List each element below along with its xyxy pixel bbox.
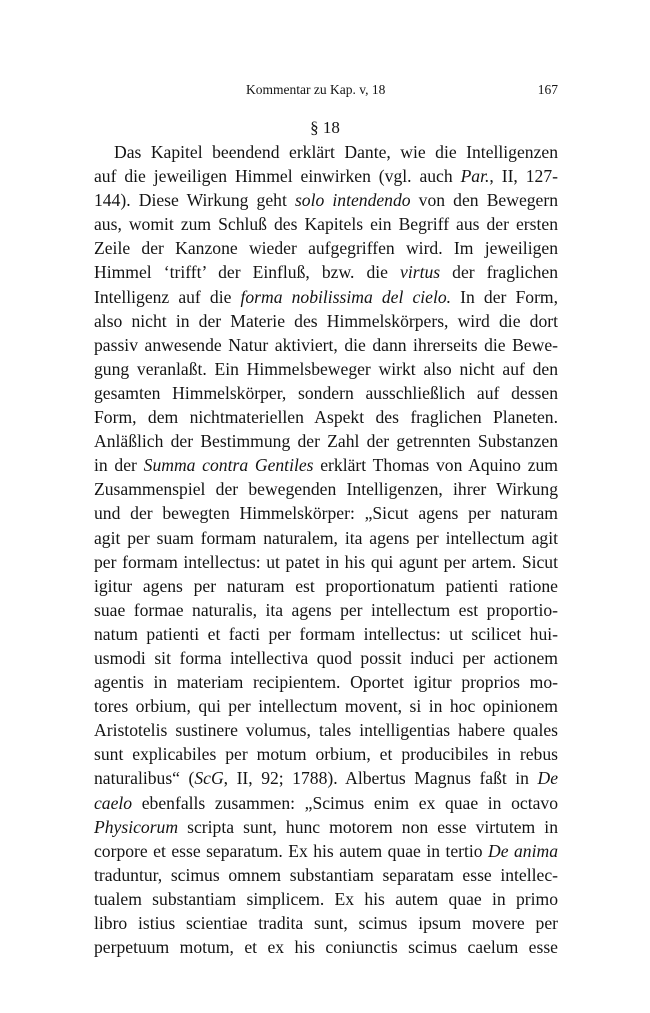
body-paragraph [94,140,558,959]
italic-text: Par. [460,166,490,187]
text-segment: suae formae naturalis, ita agens per intellectum est proportio- [94,599,558,620]
running-title: Kommentar zu Kap. v, 18 [246,82,386,97]
text-segment: , II, 92; 1788). Albertus Magnus faßt in [223,768,538,789]
text-line [94,429,558,453]
text-segment: Form, dem nichtmateriellen Aspekt des fraglichen Planeten. [94,407,558,428]
text-segment: Anläßlich der Bestimmung der Zahl der getrennten Substanzen [94,431,558,452]
text-line [94,670,558,694]
text-segment: Aristotelis sustinere volumus, tales intelligentias habere quales [94,720,558,741]
text-segment: tualem substantiam simplicem. Ex his autem quae in primo [94,888,558,909]
text-line [94,839,558,863]
text-segment: natum patienti et facti per formam intellectus: ut scilicet hui- [94,623,558,644]
italic-text: solo intendendo [294,190,411,211]
section-heading: § 18 [310,118,340,137]
text-segment: igitur agens per naturam est proportionatum patienti ratione [94,575,558,596]
text-segment: Zusammenspiel der bewegenden Intelligenzen, ihrer Wirkung [94,479,558,500]
text-segment: ebenfalls zusammen: „Scimus enim ex quae in octavo [132,792,558,813]
text-segment: von den Bewegern [410,190,559,211]
text-line [94,935,558,959]
text-line [94,742,558,766]
text-segment: aus, womit zum Schluß des Kapitels ein Begriff aus der ersten [94,214,558,235]
text-line [94,164,558,188]
text-line [94,598,558,622]
text-line [94,718,558,742]
italic-text: Physicorum [94,816,179,837]
text-segment: usmodi sit forma intellectiva quod possit induci per actionem [94,647,558,668]
text-line [94,863,558,887]
italic-text: caelo [94,792,133,813]
text-line [94,911,558,935]
text-segment: sunt explicabiles per motum orbium, et producibiles in rebus [94,744,558,765]
text-segment: der fraglichen [440,262,558,283]
text-line [94,766,558,790]
italic-text: Summa contra Gentiles [143,455,314,476]
text-segment: tores orbium, qui per intellectum movent, si in hoc opinionem [94,696,558,717]
text-segment: corpore et esse separatum. Ex his autem quae in tertio [94,840,489,861]
text-segment: 144). Diese Wirkung geht [94,190,295,211]
italic-text: De [537,768,558,789]
text-segment: agit per suam formam naturalem, ita agens per intellectum agit [94,527,558,548]
text-line [94,333,558,357]
text-line [94,236,558,260]
italic-text: forma nobilissima del cielo. [240,286,452,307]
text-line [94,357,558,381]
text-segment: scripta sunt, hunc motorem non esse virtutem in [178,816,558,837]
text-segment: Zeile der Kanzone wieder aufgegriffen wird. Im jeweiligen [94,238,558,259]
text-segment: naturalibus“ ( [94,768,195,789]
text-segment: libro istius scientiae tradita sunt, scimus ipsum movere per [94,913,558,933]
text-segment: also nicht in der Materie des Himmelskörpers, wird die dort [94,310,558,331]
text-line [94,887,558,911]
text-segment: perpetuum motum, et ex his coniunctis scimus caelum esse [94,937,558,958]
text-line [94,140,558,164]
text-line [94,381,558,405]
text-line [94,622,558,646]
text-segment: Das Kapitel beendend erklärt Dante, wie die Intelligenzen [114,142,558,162]
text-line [94,815,558,839]
page-number: 167 [537,82,558,97]
text-line [94,550,558,574]
text-segment: per formam intellectus: ut patet in his qui agunt per artem. Sicut [94,551,558,572]
text-line [94,526,558,550]
text-segment: passiv anwesende Natur aktiviert, die dann ihrerseits die Bewe- [94,334,558,355]
italic-text: virtus [400,262,441,283]
text-line [94,285,558,309]
text-line [94,574,558,598]
text-segment: , II, 127- [489,166,558,187]
text-line [94,405,558,429]
text-segment: traduntur, scimus omnem substantiam separatam esse intellec- [94,864,558,885]
text-segment: Intelligenz auf die [94,286,241,307]
text-segment: In der Form, [451,286,559,307]
text-line [94,477,558,501]
text-segment: gung veranlaßt. Ein Himmelsbeweger wirkt also nicht auf den [94,358,558,379]
italic-text: De anima [488,840,558,861]
text-segment: erklärt Thomas von Aquino zum [313,455,558,476]
text-segment: agentis in materiam recipientem. Oportet igitur proprios mo- [94,672,558,693]
text-line [94,646,558,670]
text-segment: gesamten Himmelskörper, sondern ausschließlich auf dessen [94,382,558,403]
text-line [94,188,558,212]
text-segment: auf die jeweiligen Himmel einwirken (vgl. auch [94,166,461,187]
text-line [94,260,558,284]
running-header [118,80,558,100]
text-segment: und der bewegten Himmelskörper: „Sicut agens per naturam [94,503,558,524]
text-segment: in der [94,455,144,476]
text-line [94,501,558,525]
text-line [94,212,558,236]
text-line [94,309,558,333]
text-line [94,791,558,815]
text-segment: Himmel ‘trifft’ der Einfluß, bzw. die [94,262,401,283]
text-line [94,453,558,477]
text-line [94,694,558,718]
italic-text: ScG [194,768,224,789]
